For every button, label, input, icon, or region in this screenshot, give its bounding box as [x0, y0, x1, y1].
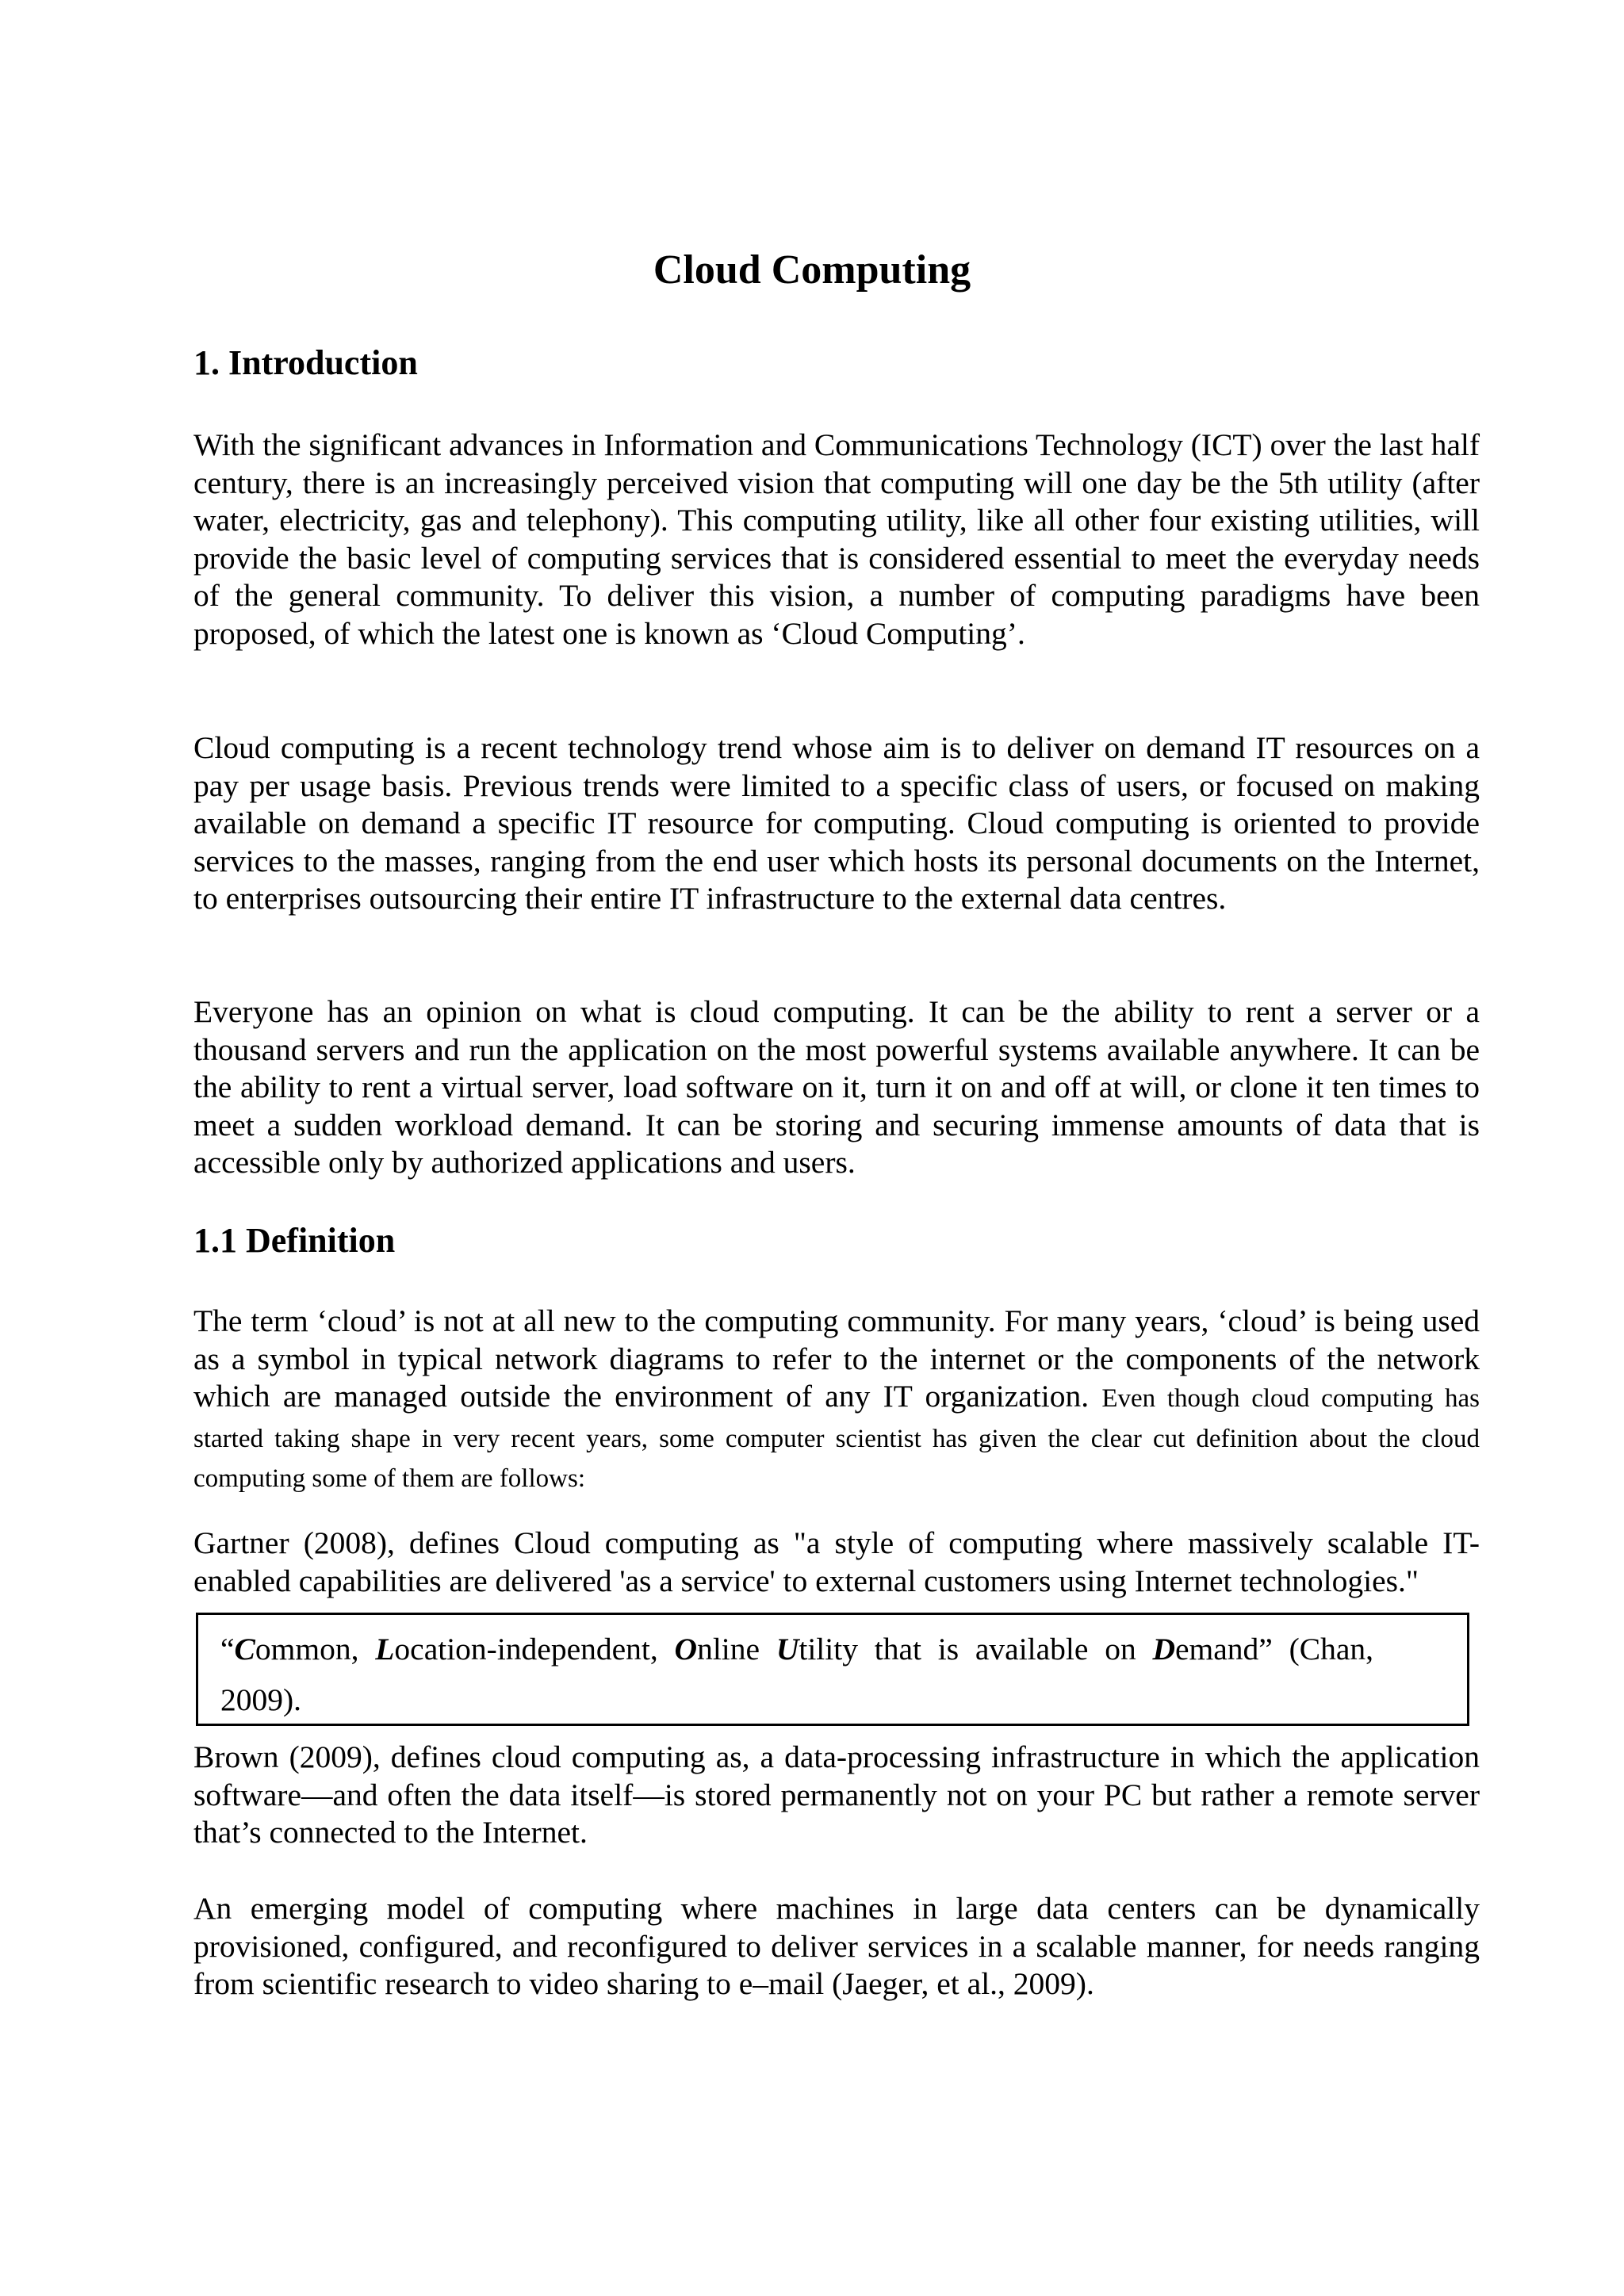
- gartner-definition: Gartner (2008), defines Cloud computing as "a style of computing where massively scalable IT-enabled capabilities are delivered 'as a service' to external customers using Internet technologies.": [193, 1525, 1480, 1598]
- document-title: Cloud Computing: [653, 247, 971, 293]
- quote-box: [196, 1613, 1469, 1726]
- intro-paragraph-2: Cloud computing is a recent technology trend whose aim is to deliver on demand IT resources on a pay per usage basis. Previous trends were limited to a specific class of users, or focused on making available on demand a specific IT resource for computing. Cloud computing is oriented to provide services to the masses, ranging from the end user which hosts its personal documents on the Internet, to enterprises outsourcing their entire IT infrastructure to the external data centres.: [193, 730, 1480, 916]
- quote-letter-l: L: [375, 1632, 395, 1667]
- emerging-model-paragraph: An emerging model of computing where machines in large data centers can be dynamically provisioned, configured, and reconfigured to deliver services in a scalable manner, for needs ranging from scientific research to video sharing to e–mail (Jaeger, et al., 2009).: [193, 1891, 1480, 2002]
- quote-letter-o: O: [674, 1632, 698, 1667]
- quote-word-utility: tility that is available on: [799, 1632, 1153, 1667]
- quote-letter-d: D: [1152, 1632, 1176, 1667]
- definition-paragraph-1-small: Even though cloud computing has started taking shape in very recent years, some computer scientist has given the clear cut definition about the cloud computing some of them are follows:: [193, 1384, 1480, 1494]
- intro-paragraph-1: With the significant advances in Information and Communications Technology (ICT) over the last half century, there is an increasingly perceived vision that computing will one day be the 5th utility (after water, electricity, gas and telephony). This computing utility, like all other four existing utilities, will provide the basic level of computing services that is considered essential to meet the everyday needs of the general community. To deliver this vision, a number of computing paradigms have been proposed, of which the latest one is known as ‘Cloud Computing’.: [193, 427, 1480, 651]
- quote-text: [220, 1624, 1445, 1725]
- quote-word-location: ocation-independent,: [394, 1632, 675, 1667]
- quote-letter-c: C: [234, 1632, 255, 1667]
- intro-paragraph-3: Everyone has an opinion on what is cloud computing. It can be the ability to rent a server or a thousand servers and run the application on the most powerful systems available anywhere. It can be the ability to rent a virtual server, load software on it, turn it on and off at will, or clone it ten times to meet a sudden workload demand. It can be storing and securing immense amounts of data that is accessible only by authorized applications and users.: [193, 994, 1480, 1181]
- quote-word-common: ommon,: [255, 1632, 376, 1667]
- section-heading-definition: 1.1 Definition: [193, 1221, 396, 1260]
- quote-open-mark: “: [220, 1632, 235, 1667]
- quote-word-demand: emand” (Chan, 2009).: [220, 1632, 1374, 1717]
- quote-letter-u: U: [776, 1632, 799, 1667]
- quote-word-online: nline: [697, 1632, 776, 1667]
- definition-paragraph-1-main: The term ‘cloud’ is not at all new to the computing community. For many years, ‘cloud’ is being used as a symbol in typical network diagrams to refer to the internet or the components of the network which are managed outside the environment of any IT organization.: [193, 1303, 1480, 1414]
- brown-definition: Brown (2009), defines cloud computing as, a data-processing infrastructure in which the application software—and often the data itself—is stored permanently not on your PC but rather a remote server that’s connected to the Internet.: [193, 1739, 1480, 1850]
- section-heading-introduction: 1. Introduction: [193, 343, 418, 382]
- definition-paragraph-1: [193, 1303, 1480, 1498]
